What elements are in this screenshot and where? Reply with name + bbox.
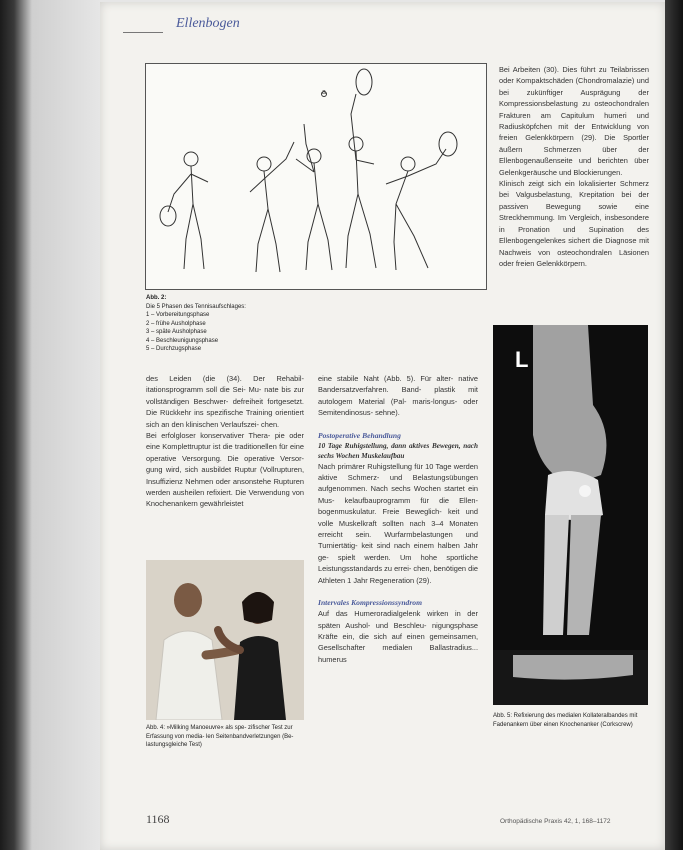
figure-2-caption-line: Die 5 Phasen des Tennisaufschlages:	[146, 303, 246, 310]
paragraph: Bei Arbeiten (30). Dies führt zu Teilabrissen oder Kompaktschäden (Chondromalazie) und bei zukünftiger Ausprägung der Kompressionsbelastung zu osteochondralen Frakturen am Capitulum humeri und Radiusköpfchen mit der Entwicklung von freien Gelenkkörpern (29). Die Sportler äußern Schmerzen über der Ellenbogenaußenseite und berichten über Gelenkgeräusche und Blockierungen.	[499, 65, 649, 177]
page-number: 1168	[146, 812, 170, 826]
figure-2-label-a: a	[322, 89, 326, 96]
milking-manoeuvre-photo	[146, 560, 304, 720]
elbow-xray-image	[493, 325, 648, 705]
figure-4-photo	[146, 560, 304, 720]
figure-2-illustration	[145, 63, 487, 290]
paragraph: Bei erfolgloser konservativer Thera- pie oder eine Komplettruptur ist die traditionellen für eine operative Versorgung. Die operative Versor- gung wird, sich ausbildet Ruptur (Vollrupturen, Insuffizienz Nehmen oder ansonstehe Rupturen werden ausheilen refixiert. Die Verwendung von Knochenankern gewährleistet	[146, 431, 304, 509]
running-title: Ellenbogen	[176, 16, 240, 31]
figure-2-caption-line: 5 – Durchzugsphase	[146, 346, 202, 352]
text-column-2	[318, 373, 478, 665]
text-column-1	[146, 373, 304, 510]
figure-5-xray	[493, 325, 648, 705]
tennis-serve-drawing	[146, 64, 486, 289]
section-subheading: 10 Tage Ruhigstellung, dann aktives Bewegen, nach sechs Wochen Muskelaufbau	[318, 441, 478, 460]
paragraph: Klinisch zeigt sich ein lokalisierter Schmerz bei Valgusbelastung, Krepitation bei der passiven Bewegung sowie eine Streckhemmung. Im Vergleich, insbesondere in Pronation und Supination des Ellenbogengelenkes sichert die Diagnose mit Nachweis von osteochondralen Läsionen oder freien Gelenkkörpern.	[499, 179, 649, 268]
header-rule	[123, 32, 163, 33]
paragraph: eine stabile Naht (Abb. 5). Für alter- native Bandersatzverfahren. Band- plastik mit autologem Material (Pal- maris-longus- oder Semitendinosus- sehne).	[318, 374, 478, 418]
figure-2-caption-line: 3 – späte Ausholphase	[146, 329, 207, 335]
text-column-3	[499, 64, 649, 269]
section-heading: Postoperative Behandlung	[318, 430, 401, 440]
paragraph: Auf das Humeroradialgelenk wirken in der späten Aushol- und Beschleu- nigungsphase Kräfte ein, die sich auf einen gemeinsamen, Gesellschafter medialen Ballastradius... humerus	[318, 609, 478, 664]
paragraph: des Leiden (die (34). Der Rehabil- itationsprogramm soll die Sei- Mu- nate bis zur vollständigen Beschwer- defreiheit fortgesetzt. Die Rückkehr ins spezifische Training orientiert sich an den klinischen Verlaufszei- chen.	[146, 374, 304, 429]
figure-2-caption-line: 2 – frühe Ausholphase	[146, 320, 206, 327]
figure-4-caption: Abb. 4: »Milking Manoeuvre« als spe- zifischer Test zur Erfassung von media- len Seitenbandverletzungen (Be- lastungsgleiche Test)	[146, 725, 294, 748]
section-heading: Intervales Kompressionssyndrom	[318, 598, 423, 608]
xray-side-marker: L	[515, 347, 529, 372]
scan-edge	[665, 0, 683, 850]
paragraph: Nach primärer Ruhigstellung für 10 Tage werden aktive Schmerz- und Belastungsübungen aufgenommen. Nach sechs Wochen startet ein Mus- kelaufbauprogramm für die Ellen- bogenmuskulatur. Freie Beweglich- keit und volle Muskelkraft sollten nach 3–4 Monaten erreicht sein. Wurfarmbelastungen und Turniertätig- keit sind nach einem halben Jahr ge- spielt werden. Um hohe sportliche Leistungsstandards zu errei- chen, benötigen die Athleten 1 Jahr Regeneration (29).	[318, 461, 478, 585]
figure-2-caption-line: 4 – Beschleunigungsphase	[146, 337, 219, 344]
figure-2-caption	[146, 294, 346, 354]
figure-2-caption-title: Abb. 2:	[146, 295, 167, 301]
figure-2-caption-line: 1 – Vorbereitungsphase	[146, 312, 210, 318]
figure-5-caption: Abb. 5: Refixierung des medialen Kollateralbandes mit Fadenankern über einen Knochenanker (Corkscrew)	[493, 713, 638, 728]
journal-footer: Orthopädische Praxis 42, 1, 168–1172	[500, 818, 611, 825]
